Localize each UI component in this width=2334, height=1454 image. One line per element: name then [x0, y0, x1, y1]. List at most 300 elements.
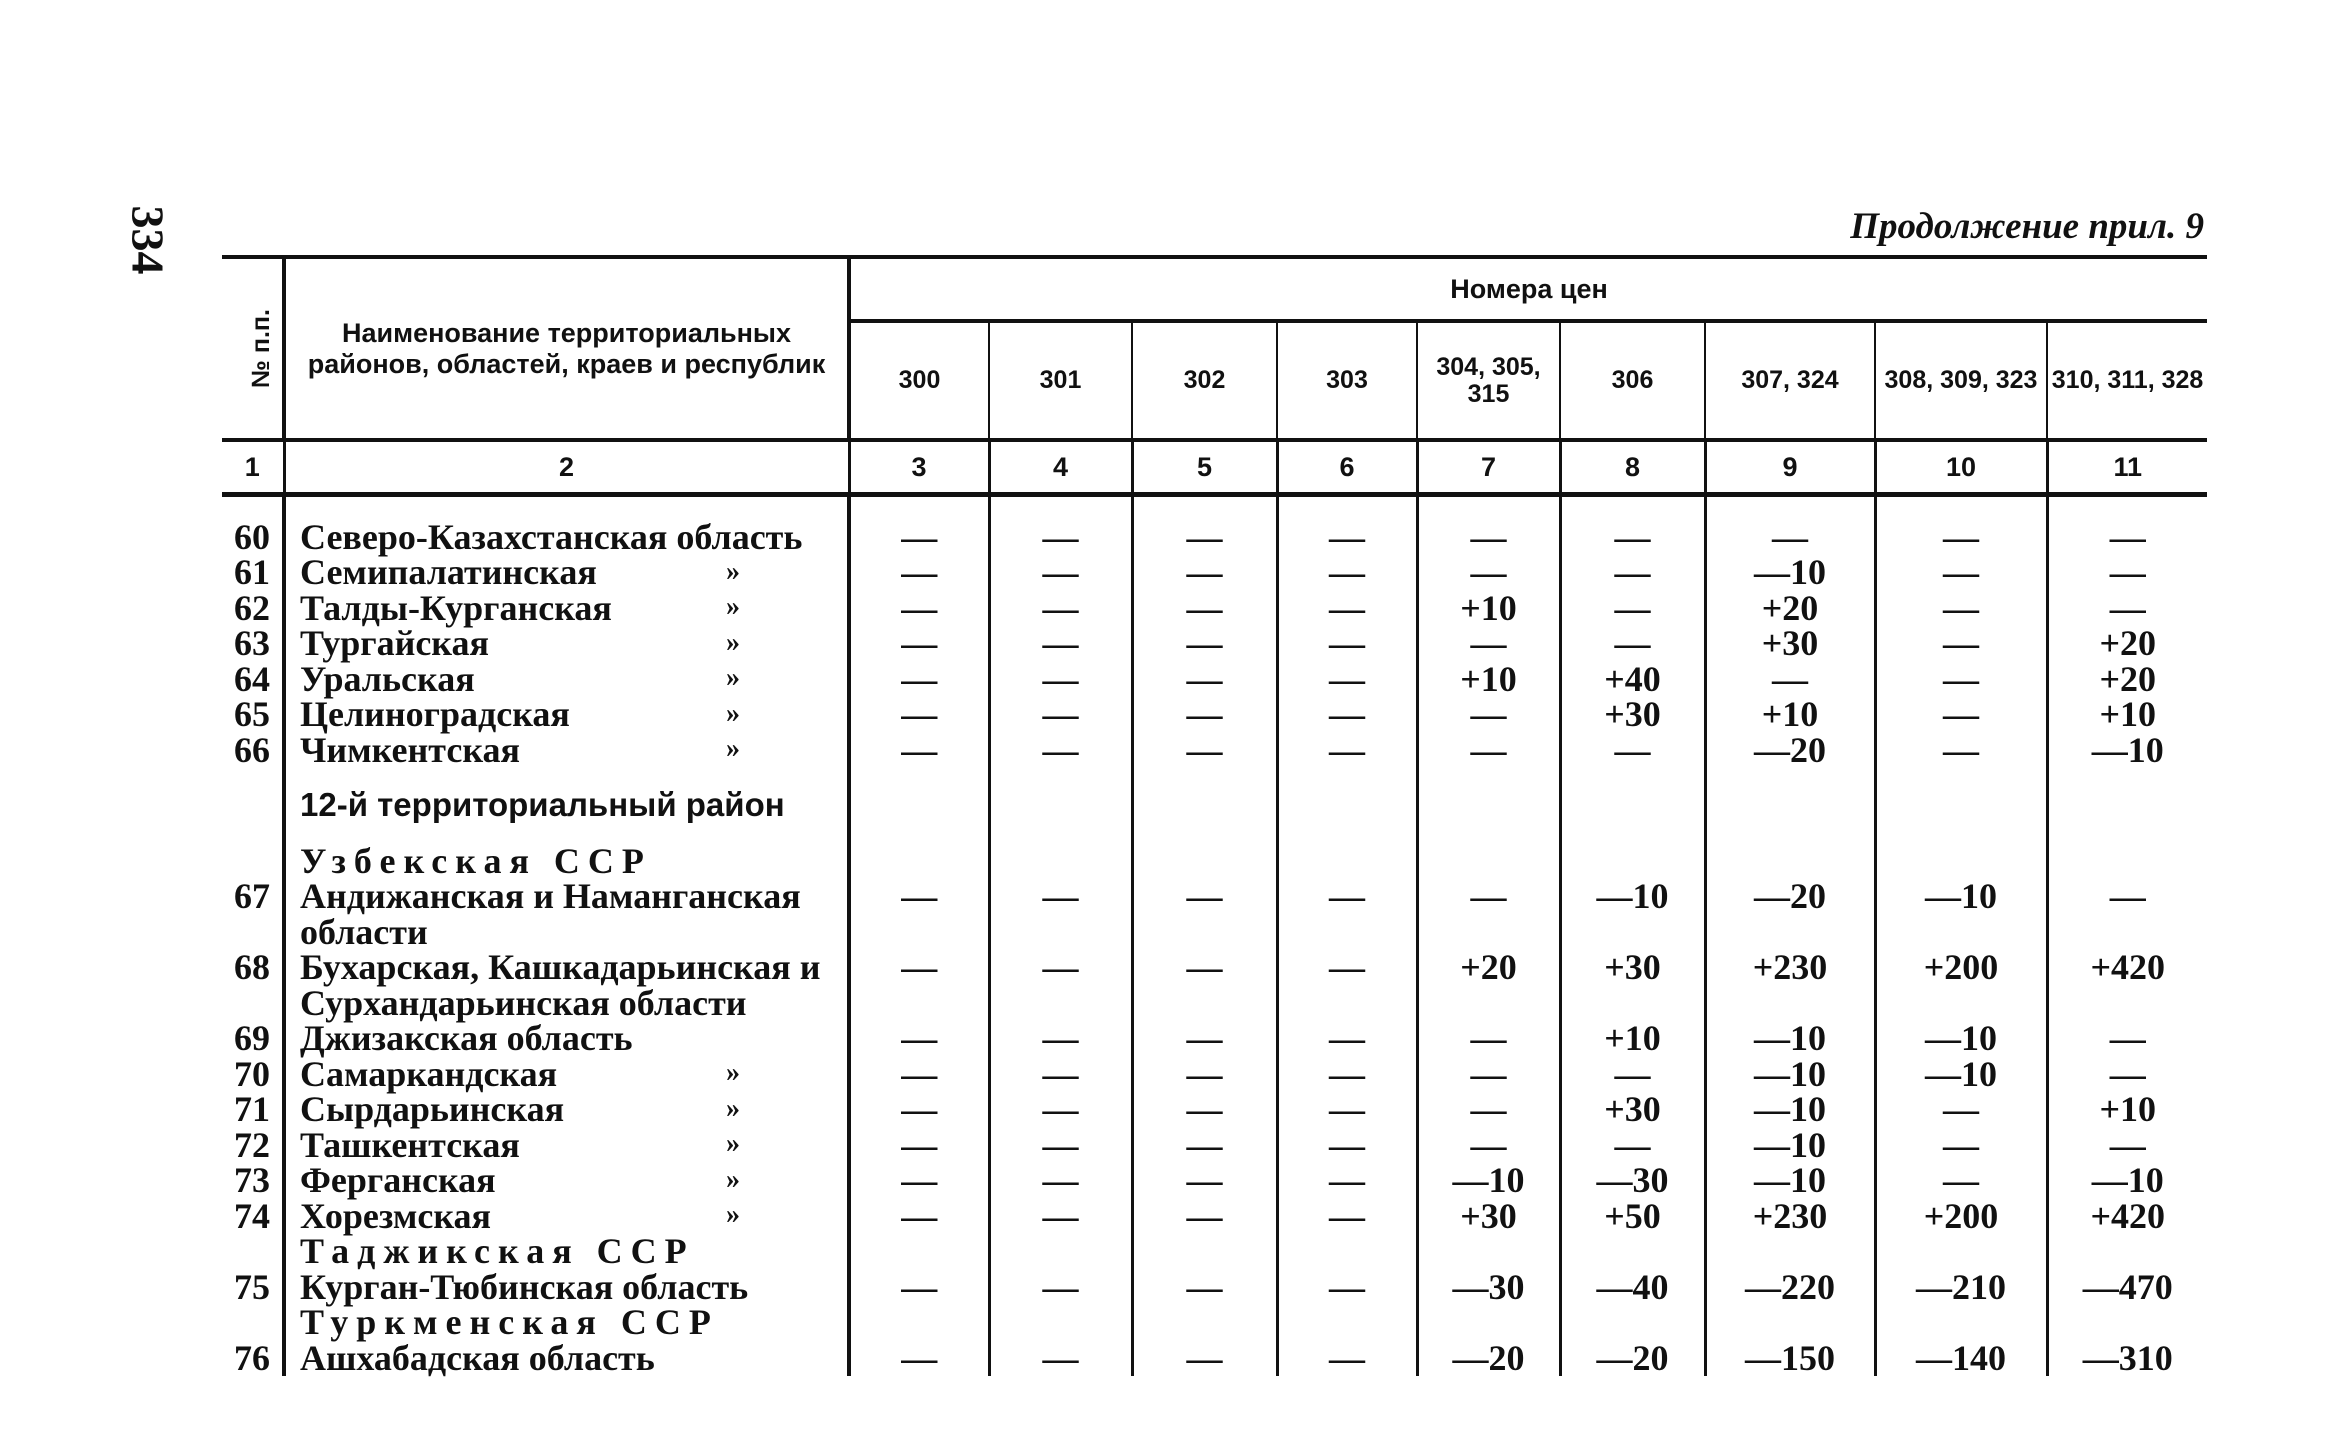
- empty-cell: [222, 1234, 284, 1270]
- price-adjustment-value: —: [2109, 1053, 2146, 1094]
- price-adjustment-value: —: [849, 1092, 989, 1128]
- price-adjustment-value: —30: [1417, 1269, 1560, 1305]
- table-row: [222, 661, 2207, 697]
- region-name: [284, 658, 849, 699]
- empty-cell: [2047, 985, 2207, 1021]
- table-row: [222, 1127, 2207, 1163]
- price-adjustment-value: —: [1277, 1198, 1417, 1234]
- price-adjustment-value: —: [1277, 950, 1417, 986]
- price-adjustment-value: —: [989, 879, 1132, 915]
- spacer-row: [222, 823, 2207, 843]
- price-adjustment-value: +30: [1560, 697, 1705, 733]
- region-name-continuation: области: [284, 914, 849, 950]
- price-adjustment-value: —: [849, 1163, 989, 1199]
- region-name-text: Курган-Тюбинская область: [300, 1266, 749, 1307]
- empty-cell: [2047, 914, 2207, 950]
- price-code-header: 302: [1132, 321, 1277, 440]
- region-name: [284, 729, 849, 770]
- price-adjustment-value: +30: [1560, 1092, 1705, 1128]
- row-number: 76: [234, 1337, 270, 1378]
- price-adjustment-value: —: [1132, 879, 1277, 915]
- price-adjustment-value: —20: [1560, 1340, 1705, 1376]
- price-adjustment-value: —: [989, 1021, 1132, 1057]
- price-adjustment-value: —: [849, 1269, 989, 1305]
- region-name-text: Андижанская и Наманганская: [300, 876, 801, 917]
- table-row: [222, 879, 2207, 915]
- empty-cell: [1277, 788, 1417, 824]
- price-adjustment-value: —: [849, 950, 989, 986]
- empty-cell: [222, 1305, 284, 1341]
- price-adjustment-table-container: [222, 255, 2207, 1376]
- table-body: [222, 495, 2207, 1376]
- empty-cell: [1705, 914, 1875, 950]
- price-adjustment-value: —: [989, 495, 1132, 555]
- price-adjustment-value: —: [1277, 1056, 1417, 1092]
- ditto-mark: »: [726, 1092, 740, 1124]
- column-number: 4: [989, 440, 1132, 495]
- empty-cell: [989, 985, 1132, 1021]
- price-adjustment-value: —: [1277, 1163, 1417, 1199]
- empty-cell: [222, 768, 284, 788]
- empty-cell: [989, 768, 1132, 788]
- region-name: [284, 623, 849, 664]
- price-adjustment-value: —: [849, 626, 989, 662]
- price-adjustment-value: —: [989, 950, 1132, 986]
- empty-cell: [284, 768, 849, 788]
- price-adjustment-value: —: [1417, 626, 1560, 662]
- region-name-text: Северо-Казахстанская область: [300, 516, 803, 557]
- price-adjustment-value: —: [1560, 1056, 1705, 1092]
- table-row: [222, 590, 2207, 626]
- region-name: [284, 947, 849, 988]
- region-name-text: Семипалатинская: [300, 552, 597, 593]
- row-number: 65: [234, 694, 270, 735]
- row-number: 61: [234, 552, 270, 593]
- region-name-text: Целиноградская: [300, 694, 570, 735]
- price-adjustment-value: —: [1705, 661, 1875, 697]
- empty-cell: [1132, 843, 1277, 879]
- price-adjustment-value: —: [1417, 697, 1560, 733]
- table-row: [222, 1092, 2207, 1128]
- price-adjustment-value: —: [1132, 1056, 1277, 1092]
- price-adjustment-value: —: [1132, 950, 1277, 986]
- column-number: 8: [1560, 440, 1705, 495]
- price-adjustment-value: —: [1417, 1092, 1560, 1128]
- price-adjustment-value: —: [1132, 1163, 1277, 1199]
- price-adjustment-value: +420: [2090, 1195, 2166, 1236]
- price-adjustment-value: —: [2109, 587, 2146, 628]
- price-adjustment-value: +10: [2099, 1089, 2157, 1130]
- region-name-text: Бухарская, Кашкадарьинская и: [300, 947, 821, 988]
- price-adjustment-value: —: [1132, 732, 1277, 768]
- empty-cell: [849, 1305, 989, 1341]
- empty-cell: [1560, 1234, 1705, 1270]
- region-name-text: Джизакская область: [300, 1018, 633, 1059]
- row-number: 71: [234, 1089, 270, 1130]
- price-adjustment-value: —: [1560, 732, 1705, 768]
- republic-heading-row: [222, 843, 2207, 879]
- ditto-mark: »: [726, 697, 740, 729]
- price-adjustment-table: [222, 255, 2207, 1376]
- price-adjustment-value: —10: [1875, 879, 2047, 915]
- price-code-header: 300: [849, 321, 989, 440]
- continuation-row: [222, 914, 2207, 950]
- empty-cell: [1560, 788, 1705, 824]
- empty-cell: [989, 1234, 1132, 1270]
- price-adjustment-value: —: [1417, 1056, 1560, 1092]
- price-adjustment-value: —20: [1417, 1340, 1560, 1376]
- region-name: [284, 495, 849, 555]
- region-name-text: Чимкентская: [300, 729, 521, 770]
- empty-cell: [989, 1305, 1132, 1341]
- table-row: [222, 1340, 2207, 1376]
- region-name: [284, 1195, 849, 1236]
- price-adjustment-value: —: [1875, 661, 2047, 697]
- price-adjustment-value: +30: [1417, 1198, 1560, 1234]
- section-heading-row: [222, 788, 2207, 824]
- price-adjustment-value: +230: [1705, 950, 1875, 986]
- price-adjustment-value: +20: [2099, 658, 2157, 699]
- column-number: 10: [1875, 440, 2047, 495]
- price-adjustment-value: —: [849, 495, 989, 555]
- region-name: [284, 587, 849, 628]
- price-adjustment-value: —: [1277, 732, 1417, 768]
- price-adjustment-value: —: [1277, 626, 1417, 662]
- price-code-header: 301: [989, 321, 1132, 440]
- table-row: [222, 950, 2207, 986]
- price-adjustment-value: —220: [1705, 1269, 1875, 1305]
- empty-cell: [849, 985, 989, 1021]
- empty-cell: [1705, 788, 1875, 824]
- price-adjustment-value: —: [1875, 495, 2047, 555]
- table-row: [222, 626, 2207, 662]
- price-adjustment-value: —: [849, 732, 989, 768]
- price-adjustment-value: —: [1132, 1021, 1277, 1057]
- empty-cell: [2047, 823, 2207, 843]
- price-adjustment-value: —10: [1705, 1021, 1875, 1057]
- table-row: [222, 1269, 2207, 1305]
- price-adjustment-value: —10: [1875, 1056, 2047, 1092]
- price-adjustment-value: —: [849, 879, 989, 915]
- row-number: 72: [234, 1124, 270, 1165]
- price-adjustment-value: +10: [1417, 661, 1560, 697]
- price-adjustment-value: +30: [1705, 626, 1875, 662]
- price-code-header: 308, 309, 323: [1875, 321, 2047, 440]
- price-adjustment-value: —20: [1705, 732, 1875, 768]
- empty-cell: [1560, 768, 1705, 788]
- price-adjustment-value: —: [1875, 1127, 2047, 1163]
- price-adjustment-value: —140: [1875, 1340, 2047, 1376]
- empty-cell: [2047, 1305, 2207, 1341]
- row-number: 74: [234, 1195, 270, 1236]
- price-adjustment-value: +20: [1705, 590, 1875, 626]
- empty-cell: [849, 768, 989, 788]
- price-adjustment-value: —10: [1705, 1092, 1875, 1128]
- header-row-number: № п.п.: [222, 257, 284, 440]
- table-header: [222, 257, 2207, 495]
- empty-cell: [1705, 1234, 1875, 1270]
- price-adjustment-value: —: [1277, 1127, 1417, 1163]
- row-number: 64: [234, 658, 270, 699]
- empty-cell: [222, 788, 284, 824]
- empty-cell: [1417, 1305, 1560, 1341]
- price-adjustment-value: —: [849, 590, 989, 626]
- appendix-continuation-note: Продолжение прил. 9: [1850, 206, 2204, 247]
- column-number: 3: [849, 440, 989, 495]
- empty-cell: [1875, 768, 2047, 788]
- empty-cell: [1277, 823, 1417, 843]
- table-row: [222, 1163, 2207, 1199]
- price-adjustment-value: —: [1875, 697, 2047, 733]
- price-adjustment-value: —: [1132, 590, 1277, 626]
- section-heading: 12-й территориальный район: [284, 788, 849, 824]
- continuation-row: [222, 985, 2207, 1021]
- price-adjustment-value: —: [989, 555, 1132, 591]
- price-adjustment-value: —: [1875, 590, 2047, 626]
- empty-cell: [989, 823, 1132, 843]
- price-adjustment-value: —: [989, 1340, 1132, 1376]
- region-name: [284, 1124, 849, 1165]
- price-adjustment-value: —: [849, 1127, 989, 1163]
- column-number: 2: [284, 440, 849, 495]
- region-name: [284, 1053, 849, 1094]
- ditto-mark: »: [726, 1163, 740, 1195]
- price-adjustment-value: —: [1277, 1092, 1417, 1128]
- table-row: [222, 732, 2207, 768]
- price-adjustment-value: —: [989, 626, 1132, 662]
- header-region-name: Наименование территориальных районов, областей, краев и республик: [284, 257, 849, 440]
- price-adjustment-value: —: [849, 1340, 989, 1376]
- price-adjustment-value: —470: [2082, 1266, 2173, 1307]
- price-adjustment-value: —: [849, 661, 989, 697]
- empty-cell: [1705, 768, 1875, 788]
- empty-cell: [222, 985, 284, 1021]
- price-adjustment-value: —: [1560, 626, 1705, 662]
- price-adjustment-value: —10: [1560, 879, 1705, 915]
- column-numbers-row: [222, 440, 2207, 495]
- price-adjustment-value: +200: [1875, 1198, 2047, 1234]
- price-adjustment-value: +10: [1705, 697, 1875, 733]
- price-adjustment-value: —: [849, 1056, 989, 1092]
- price-adjustment-value: —: [2109, 1124, 2146, 1165]
- price-adjustment-value: —210: [1875, 1269, 2047, 1305]
- empty-cell: [1132, 1305, 1277, 1341]
- price-adjustment-value: —: [1277, 555, 1417, 591]
- price-adjustment-value: —: [1875, 1092, 2047, 1128]
- empty-cell: [1875, 914, 2047, 950]
- empty-cell: [1875, 823, 2047, 843]
- row-number: 68: [234, 947, 270, 988]
- empty-cell: [1875, 1305, 2047, 1341]
- page-number: 334: [122, 205, 174, 275]
- price-adjustment-value: +420: [2090, 947, 2166, 988]
- price-adjustment-value: —10: [2091, 729, 2164, 770]
- price-code-header: 304, 305, 315: [1417, 321, 1560, 440]
- price-adjustment-value: —: [989, 1092, 1132, 1128]
- region-name-text: Ферганская: [300, 1160, 496, 1201]
- empty-cell: [1132, 1234, 1277, 1270]
- empty-cell: [1417, 985, 1560, 1021]
- price-adjustment-value: —10: [1705, 1056, 1875, 1092]
- empty-cell: [222, 823, 284, 843]
- empty-cell: [1417, 823, 1560, 843]
- price-adjustment-value: —: [1132, 661, 1277, 697]
- price-adjustment-value: +40: [1560, 661, 1705, 697]
- ditto-mark: »: [726, 1057, 740, 1088]
- empty-cell: [1277, 1234, 1417, 1270]
- empty-cell: [1705, 985, 1875, 1021]
- price-adjustment-value: —: [1875, 626, 2047, 662]
- empty-cell: [1875, 1234, 2047, 1270]
- region-name: [284, 1337, 849, 1378]
- empty-cell: [1560, 823, 1705, 843]
- price-adjustment-value: +10: [1417, 590, 1560, 626]
- price-adjustment-value: +30: [1560, 950, 1705, 986]
- price-adjustment-value: +200: [1875, 950, 2047, 986]
- price-adjustment-value: —: [1277, 1269, 1417, 1305]
- region-name: [284, 1018, 849, 1059]
- region-name: [284, 1266, 849, 1307]
- price-adjustment-value: —310: [2082, 1337, 2173, 1378]
- price-adjustment-value: —: [1277, 879, 1417, 915]
- table-row: [222, 1021, 2207, 1057]
- price-adjustment-value: —: [1560, 495, 1705, 555]
- price-adjustment-value: —: [1417, 1127, 1560, 1163]
- empty-cell: [849, 843, 989, 879]
- price-adjustment-value: —: [1132, 555, 1277, 591]
- price-adjustment-value: —: [1875, 732, 2047, 768]
- empty-cell: [1705, 1305, 1875, 1341]
- price-code-header: 303: [1277, 321, 1417, 440]
- empty-cell: [2047, 768, 2207, 788]
- price-adjustment-value: —: [1277, 495, 1417, 555]
- column-number: 6: [1277, 440, 1417, 495]
- price-adjustment-value: —: [989, 1056, 1132, 1092]
- region-name: [284, 1160, 849, 1201]
- region-name-text: Ашхабадская область: [300, 1337, 655, 1378]
- price-adjustment-value: —: [2109, 876, 2146, 917]
- empty-cell: [222, 843, 284, 879]
- row-number: 73: [234, 1160, 270, 1201]
- price-adjustment-value: —10: [1417, 1163, 1560, 1199]
- row-number: 75: [234, 1266, 270, 1307]
- price-adjustment-value: —: [989, 697, 1132, 733]
- price-adjustment-value: —: [1560, 590, 1705, 626]
- price-adjustment-value: —: [1417, 732, 1560, 768]
- table-row: [222, 1198, 2207, 1234]
- price-adjustment-value: —: [2109, 552, 2146, 593]
- ditto-mark: »: [726, 555, 740, 587]
- price-adjustment-value: —: [1132, 1198, 1277, 1234]
- price-adjustment-value: +50: [1560, 1198, 1705, 1234]
- empty-cell: [1560, 985, 1705, 1021]
- price-adjustment-value: —10: [1705, 1163, 1875, 1199]
- empty-cell: [1277, 985, 1417, 1021]
- empty-cell: [1875, 843, 2047, 879]
- price-adjustment-value: —: [849, 1198, 989, 1234]
- column-number: 11: [2047, 440, 2207, 495]
- empty-cell: [849, 914, 989, 950]
- price-adjustment-value: —: [989, 1127, 1132, 1163]
- row-number: 60: [234, 516, 270, 557]
- empty-cell: [849, 788, 989, 824]
- region-name-text: Хорезмская: [300, 1195, 492, 1236]
- empty-cell: [2047, 843, 2207, 879]
- empty-cell: [849, 823, 989, 843]
- empty-cell: [2047, 1234, 2207, 1270]
- price-adjustment-value: —10: [1705, 555, 1875, 591]
- row-number: 70: [234, 1053, 270, 1094]
- republic-name: Таджикская ССР: [284, 1234, 849, 1270]
- empty-cell: [1277, 843, 1417, 879]
- empty-cell: [2047, 788, 2207, 824]
- empty-cell: [989, 914, 1132, 950]
- empty-cell: [1417, 788, 1560, 824]
- price-adjustment-value: —40: [1560, 1269, 1705, 1305]
- price-adjustment-value: —: [1132, 1269, 1277, 1305]
- price-adjustment-value: —: [989, 1163, 1132, 1199]
- republic-name: Туркменская ССР: [284, 1305, 849, 1341]
- price-adjustment-value: —: [1132, 495, 1277, 555]
- price-adjustment-value: —: [1560, 1127, 1705, 1163]
- price-adjustment-value: +10: [1560, 1021, 1705, 1057]
- ditto-mark: »: [726, 591, 740, 622]
- header-price-numbers: Номера цен: [849, 257, 2207, 321]
- region-name-text: Сырдарьинская: [300, 1089, 565, 1130]
- empty-cell: [1560, 843, 1705, 879]
- empty-cell: [1560, 914, 1705, 950]
- column-number: 1: [222, 440, 284, 495]
- price-adjustment-value: —: [1875, 1163, 2047, 1199]
- price-adjustment-value: —: [2109, 1018, 2146, 1059]
- ditto-mark: »: [726, 1199, 740, 1230]
- empty-cell: [1417, 768, 1560, 788]
- price-adjustment-value: —: [1560, 555, 1705, 591]
- price-adjustment-value: —: [849, 1021, 989, 1057]
- empty-cell: [1705, 823, 1875, 843]
- empty-cell: [1705, 843, 1875, 879]
- price-adjustment-value: —10: [2091, 1160, 2164, 1201]
- empty-cell: [1417, 843, 1560, 879]
- price-adjustment-value: +10: [2099, 694, 2157, 735]
- row-number: 69: [234, 1018, 270, 1059]
- empty-cell: [1132, 985, 1277, 1021]
- table-row: [222, 697, 2207, 733]
- price-adjustment-value: —: [1132, 1092, 1277, 1128]
- empty-cell: [1132, 914, 1277, 950]
- table-row: [222, 555, 2207, 591]
- empty-cell: [989, 788, 1132, 824]
- empty-cell: [1132, 768, 1277, 788]
- price-adjustment-value: —: [989, 1198, 1132, 1234]
- empty-cell: [1277, 768, 1417, 788]
- price-adjustment-value: —: [1705, 495, 1875, 555]
- price-adjustment-value: —: [1132, 697, 1277, 733]
- table-row: [222, 1056, 2207, 1092]
- price-code-header: 310, 311, 328: [2051, 366, 2204, 395]
- empty-cell: [1277, 914, 1417, 950]
- empty-cell: [222, 914, 284, 950]
- price-adjustment-value: +20: [2099, 623, 2157, 664]
- empty-cell: [849, 1234, 989, 1270]
- empty-cell: [989, 843, 1132, 879]
- price-adjustment-value: +20: [1417, 950, 1560, 986]
- price-adjustment-value: —: [2109, 516, 2146, 557]
- price-adjustment-value: —: [1132, 1127, 1277, 1163]
- ditto-mark: »: [726, 662, 740, 693]
- empty-cell: [1875, 985, 2047, 1021]
- column-number: 5: [1132, 440, 1277, 495]
